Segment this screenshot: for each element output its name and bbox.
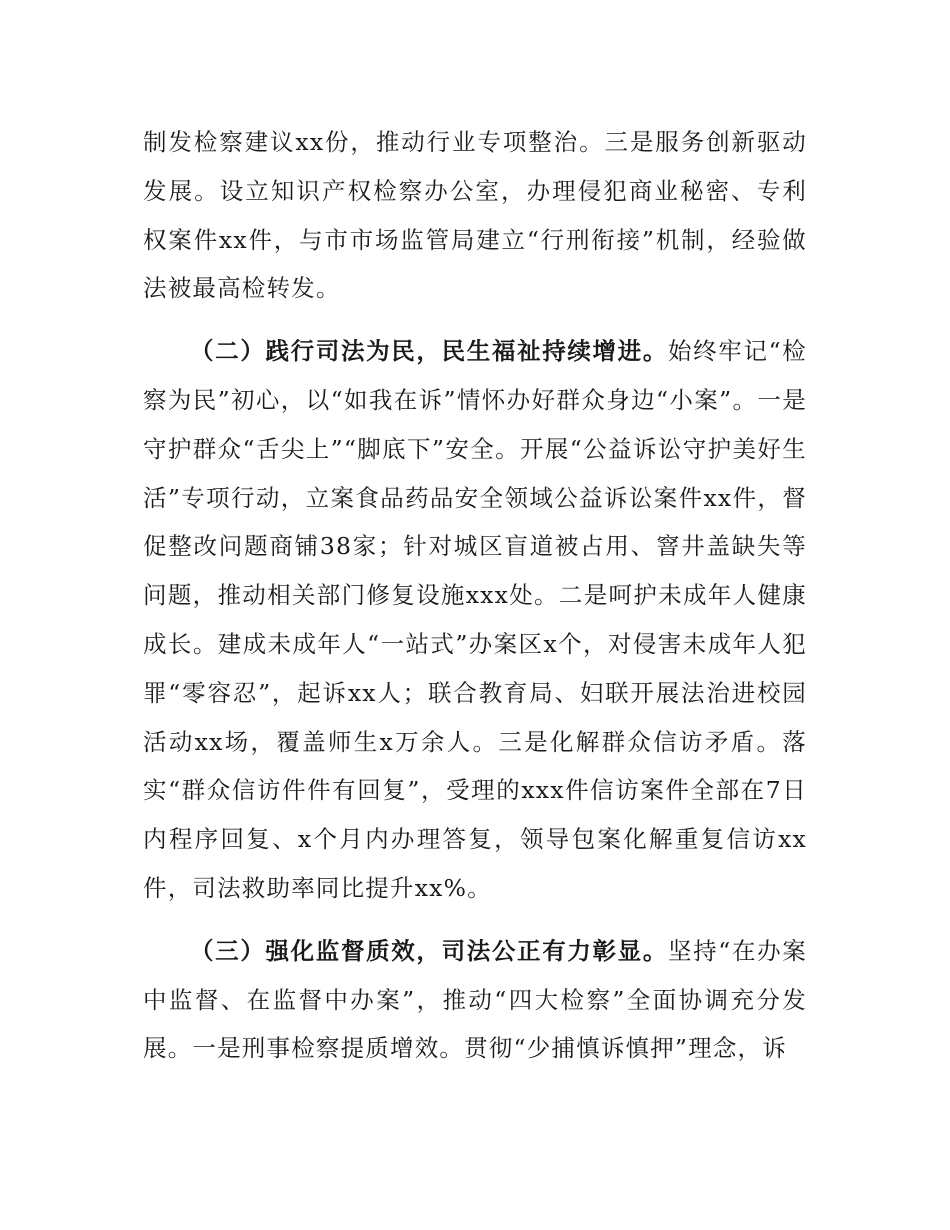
paragraph-3	[143, 927, 807, 1073]
paragraph-2-text: 始终牢记“检察为民”初心，以“如我在诉”情怀办好群众身边“小案”。一是守护群众“舌尖上”“脚底下”安全。开展“公益诉讼守护美好生活”专项行动，立案食品药品安全领域公益诉讼案件xx件，督促整改问题商铺38家；针对城区盲道被占用、窨井盖缺失等问题，推动相关部门修复设施xxx处。二是呵护未成年人健康成长。建成未成年人“一站式”办案区x个，对侵害未成年人犯罪“零容忍”，起诉xx人；联合教育局、妇联开展法治进校园活动xx场，覆盖师生x万余人。三是化解群众信访矛盾。落实“群众信访件件有回复”，受理的xxx件信访案件全部在7日内程序回复、x个月内办理答复，领导包案化解重复信访xx件，司法救助率同比提升xx%。	[143, 337, 807, 902]
paragraph-1-text: 制发检察建议xx份，推动行业专项整治。三是服务创新驱动发展。设立知识产权检察办公室，办理侵犯商业秘密、专利权案件xx件，与市市场监管局建立“行刑衔接”机制，经验做法被最高检转发。	[143, 128, 807, 303]
paragraph-2	[143, 327, 807, 913]
paragraph-3-text: 坚持“在办案中监督、在监督中办案”，推动“四大检察”全面协调充分发展。一是刑事检察提质增效。贯彻“少捕慎诉慎押”理念，诉	[143, 936, 807, 1063]
section-heading-3: （三）强化监督质效，司法公正有力彰显。	[190, 936, 668, 965]
section-heading-2: （二）践行司法为民，民生福祉持续增进。	[190, 337, 668, 366]
paragraph-1	[143, 118, 807, 313]
document-body	[143, 118, 807, 1073]
